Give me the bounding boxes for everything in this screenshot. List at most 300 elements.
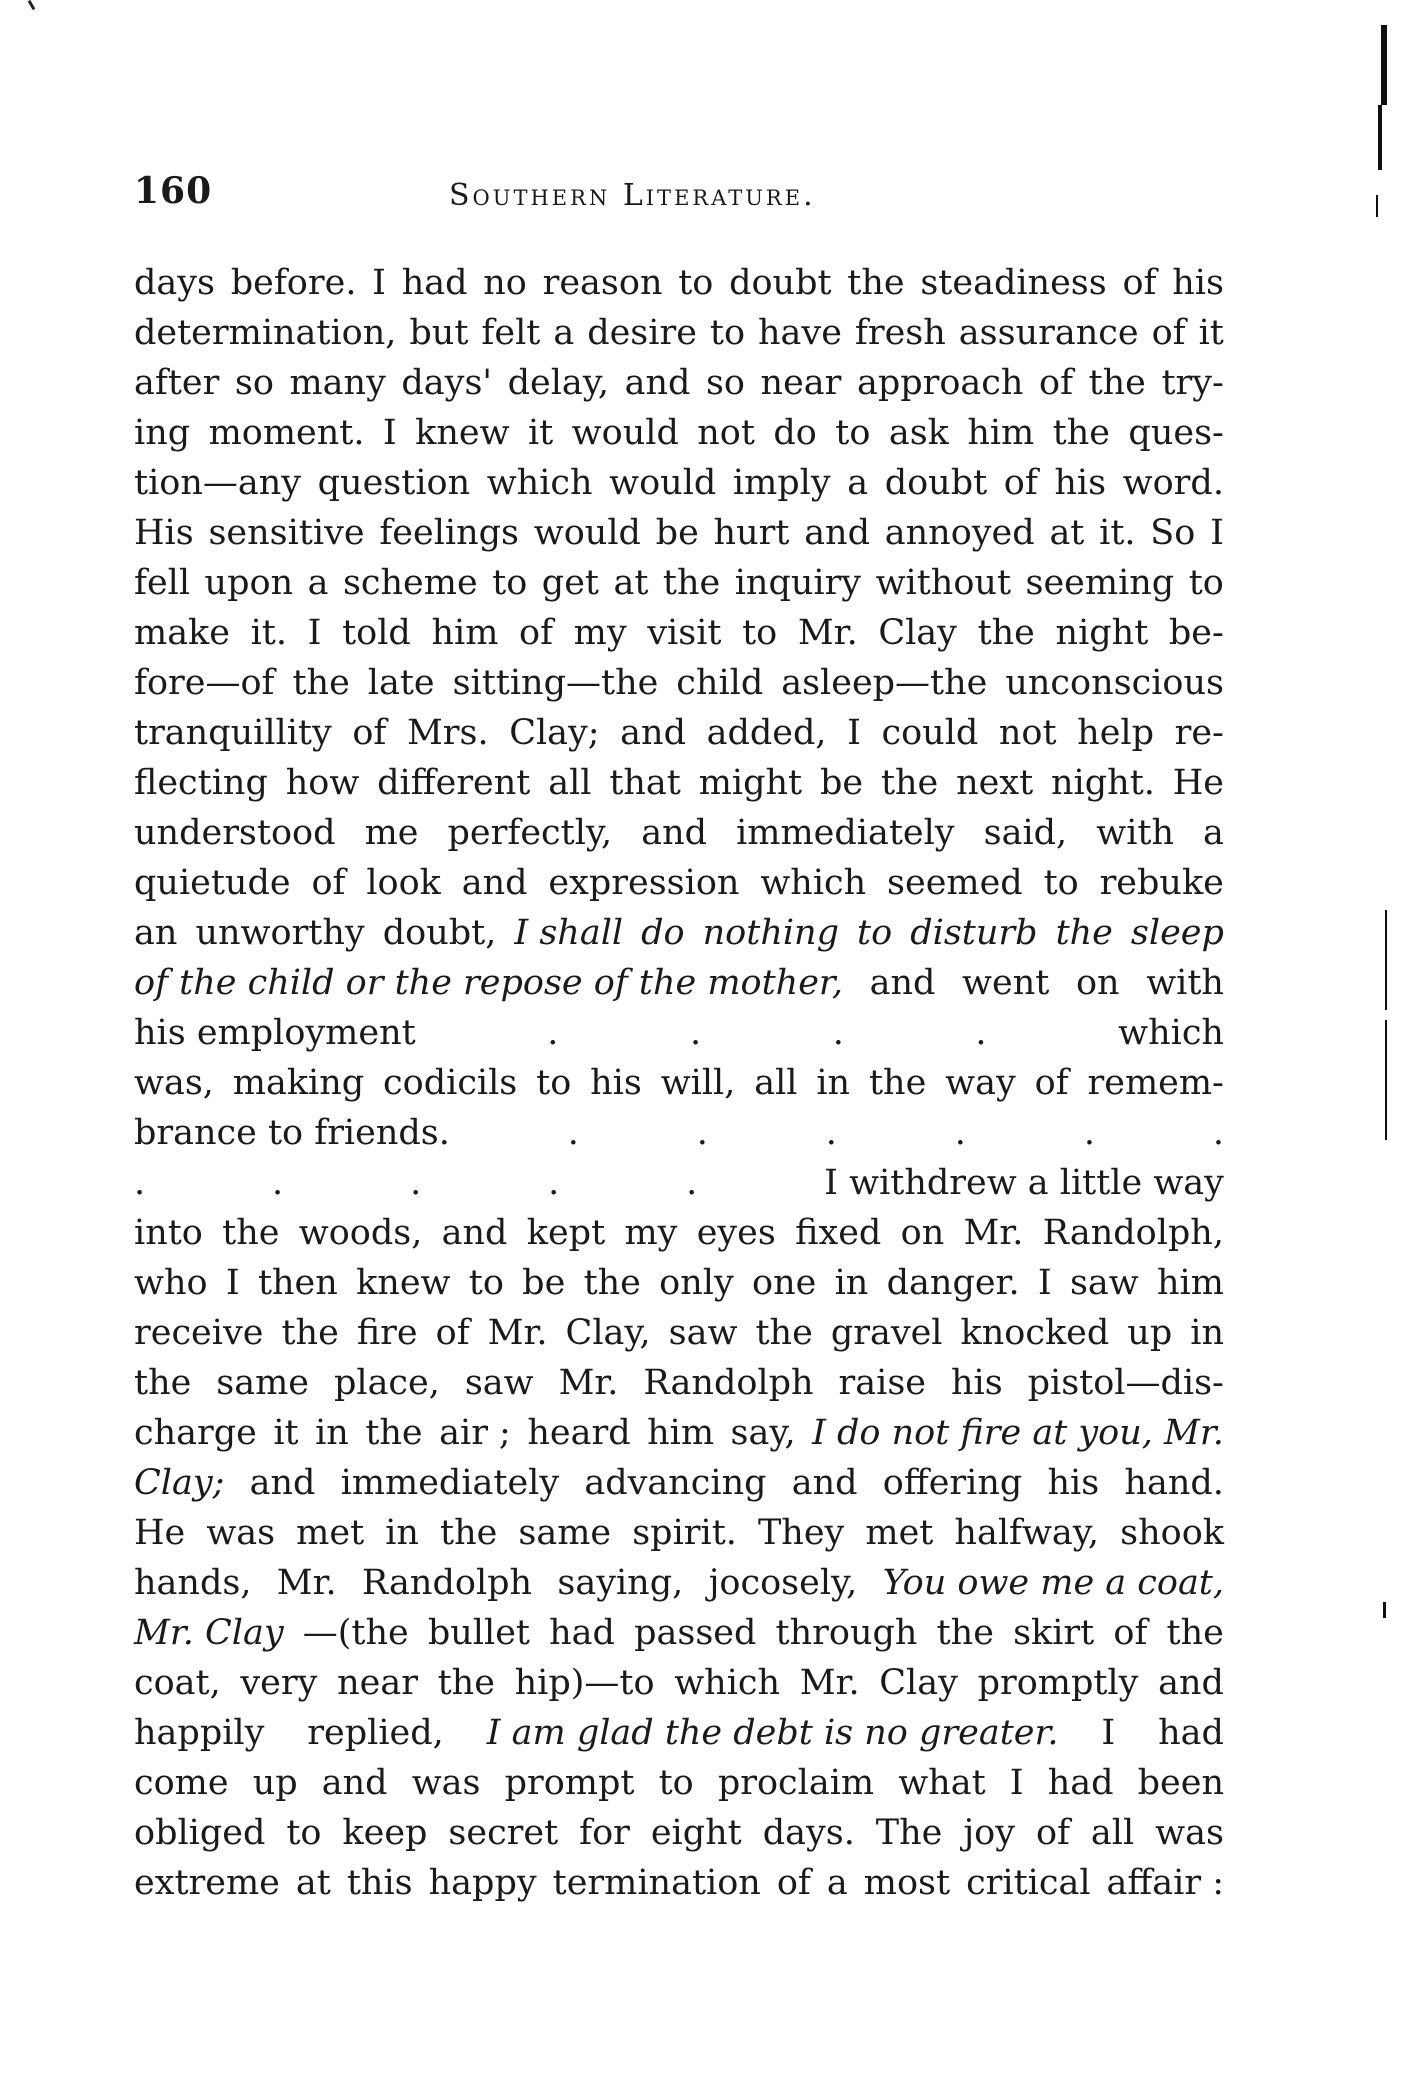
word: in bbox=[385, 1513, 419, 1553]
word: to bbox=[1043, 863, 1079, 903]
word: the bbox=[134, 1363, 192, 1403]
text-line bbox=[134, 408, 1224, 458]
word: assurance bbox=[958, 313, 1139, 353]
word: and bbox=[1158, 1663, 1224, 1703]
word: You owe me a coat, bbox=[882, 1563, 1224, 1603]
word: late bbox=[367, 663, 435, 703]
word: visit bbox=[647, 613, 722, 653]
word: near bbox=[760, 363, 842, 403]
word: night bbox=[1055, 613, 1149, 653]
word: the bbox=[1088, 363, 1146, 403]
margin-line-mid bbox=[1385, 910, 1387, 1010]
word: saw bbox=[668, 1313, 738, 1353]
word: and bbox=[620, 713, 686, 753]
word: up bbox=[252, 1763, 298, 1803]
word: night. bbox=[1051, 763, 1155, 803]
word: immediately bbox=[340, 1463, 560, 1503]
text-line bbox=[134, 1008, 1224, 1058]
ellipsis-dot: . bbox=[410, 1163, 422, 1203]
word: He bbox=[134, 1513, 186, 1553]
word: might bbox=[698, 763, 803, 803]
word: the bbox=[437, 1663, 495, 1703]
word: for bbox=[579, 1813, 630, 1853]
word: of bbox=[1039, 363, 1074, 403]
word: Clay bbox=[879, 1663, 958, 1703]
text-line bbox=[134, 1858, 1224, 1908]
word: of bbox=[1034, 1063, 1069, 1103]
word: be bbox=[522, 1263, 566, 1303]
word: to bbox=[742, 613, 778, 653]
word: the bbox=[281, 1313, 339, 1353]
word: I bbox=[1037, 1263, 1052, 1303]
word: which bbox=[674, 1663, 781, 1703]
word: feelings bbox=[379, 513, 519, 553]
word: I bbox=[1009, 1763, 1024, 1803]
word: offering bbox=[882, 1463, 1023, 1503]
text-line bbox=[134, 1058, 1224, 1108]
word: was bbox=[206, 1513, 276, 1553]
text-line bbox=[134, 1508, 1224, 1558]
word: brance to friends. bbox=[134, 1113, 450, 1153]
text-line bbox=[134, 858, 1224, 908]
word: eight bbox=[650, 1813, 742, 1853]
word: before. bbox=[230, 263, 357, 303]
word: extreme bbox=[134, 1863, 280, 1903]
word: a bbox=[847, 463, 869, 503]
word: help bbox=[1077, 713, 1155, 753]
word: heard bbox=[527, 1413, 631, 1453]
word: only bbox=[659, 1263, 734, 1303]
word: of bbox=[435, 1313, 470, 1353]
word: to bbox=[835, 413, 871, 453]
word: with bbox=[1146, 963, 1224, 1003]
word: doubt, bbox=[382, 913, 497, 953]
word: an bbox=[134, 913, 178, 953]
word: joy bbox=[963, 1813, 1016, 1853]
word: my bbox=[573, 613, 627, 653]
word: in bbox=[1190, 1313, 1224, 1353]
word: days. bbox=[762, 1813, 855, 1853]
word: doubt bbox=[884, 463, 988, 503]
word: raise bbox=[838, 1363, 926, 1403]
ellipsis-dot: . bbox=[832, 1013, 844, 1053]
word: was bbox=[411, 1763, 481, 1803]
word: of bbox=[1035, 1813, 1070, 1853]
ellipsis-dot: . bbox=[825, 1113, 837, 1153]
text-line bbox=[134, 508, 1224, 558]
text-line bbox=[134, 1308, 1224, 1358]
word: the bbox=[1052, 413, 1110, 453]
ellipsis-dot: . bbox=[547, 1013, 559, 1053]
word: pistol—dis- bbox=[1027, 1363, 1224, 1403]
word: and bbox=[869, 963, 936, 1003]
word: the bbox=[755, 1313, 813, 1353]
word: saw bbox=[1069, 1263, 1139, 1303]
word: the bbox=[880, 763, 939, 803]
word: fresh bbox=[854, 313, 946, 353]
word: sensitive bbox=[208, 513, 365, 553]
word: reason bbox=[542, 263, 663, 303]
word: word. bbox=[1122, 463, 1224, 503]
word: of bbox=[776, 1863, 811, 1903]
text-line bbox=[134, 1708, 1224, 1758]
word: halfway, bbox=[954, 1513, 1100, 1553]
text-line bbox=[134, 1108, 1224, 1158]
text-line bbox=[134, 808, 1224, 858]
word: tion—any bbox=[134, 463, 302, 503]
word: unconscious bbox=[1005, 663, 1224, 703]
word: will, bbox=[660, 1063, 736, 1103]
margin-line-mid-2 bbox=[1385, 1020, 1387, 1140]
word: a bbox=[553, 313, 575, 353]
ellipsis-dot: . bbox=[975, 1013, 987, 1053]
word: passed bbox=[634, 1613, 757, 1653]
word: They bbox=[757, 1513, 845, 1553]
word: the bbox=[1055, 913, 1113, 953]
word: gravel bbox=[830, 1313, 943, 1353]
word: this bbox=[346, 1863, 413, 1903]
word: the bbox=[936, 1613, 994, 1653]
word: up bbox=[1127, 1313, 1173, 1353]
word: which bbox=[486, 463, 593, 503]
text-line bbox=[134, 658, 1224, 708]
text-line bbox=[134, 1258, 1224, 1308]
word: keep bbox=[342, 1813, 428, 1853]
word: and bbox=[461, 863, 528, 903]
word: on bbox=[900, 1213, 945, 1253]
word: seeming bbox=[1025, 563, 1175, 603]
word: next bbox=[956, 763, 1034, 803]
word: and bbox=[641, 813, 708, 853]
word: same bbox=[518, 1513, 612, 1553]
text-line bbox=[134, 358, 1224, 408]
word: receive bbox=[134, 1313, 264, 1353]
word: it. bbox=[250, 613, 287, 653]
word: say, bbox=[730, 1413, 796, 1453]
word: child bbox=[676, 663, 764, 703]
word: to bbox=[1188, 563, 1224, 603]
word: no bbox=[483, 263, 527, 303]
word: saw bbox=[464, 1363, 534, 1403]
text-line bbox=[134, 1608, 1224, 1658]
word: had bbox=[1158, 1713, 1224, 1753]
page-number: 160 bbox=[134, 170, 213, 212]
word: which bbox=[760, 863, 867, 903]
word: his bbox=[1172, 263, 1224, 303]
ellipsis-dot: . bbox=[1083, 1113, 1095, 1153]
word: I bbox=[307, 613, 322, 653]
word: all bbox=[1090, 1813, 1135, 1853]
word: of bbox=[1122, 263, 1157, 303]
word: the bbox=[222, 1213, 280, 1253]
word: Mr. bbox=[558, 1363, 619, 1403]
word: Mr. bbox=[487, 1313, 548, 1353]
word: making bbox=[232, 1063, 365, 1103]
word: told bbox=[342, 613, 411, 653]
word: immediately bbox=[736, 813, 955, 853]
word: him bbox=[1157, 1263, 1224, 1303]
word: was bbox=[1155, 1813, 1224, 1853]
word: had bbox=[401, 263, 468, 303]
word: He bbox=[1172, 763, 1224, 803]
word: of bbox=[1003, 463, 1038, 503]
margin-bar-top bbox=[1381, 25, 1387, 105]
word: so bbox=[234, 363, 274, 403]
word: delay, bbox=[507, 363, 610, 403]
word: try- bbox=[1161, 363, 1224, 403]
word: to bbox=[286, 1813, 322, 1853]
text-line bbox=[134, 258, 1224, 308]
word: So bbox=[1150, 513, 1196, 553]
word: at bbox=[1049, 513, 1085, 553]
word: ask bbox=[888, 413, 949, 453]
word: I bbox=[1210, 513, 1224, 553]
word: hands, bbox=[134, 1563, 252, 1603]
word: Clay; bbox=[509, 713, 600, 753]
word: knew bbox=[415, 413, 510, 453]
word: same bbox=[216, 1363, 310, 1403]
word: my bbox=[624, 1213, 678, 1253]
word: disturb bbox=[910, 913, 1038, 953]
word: happy bbox=[428, 1863, 537, 1903]
word: and bbox=[804, 513, 871, 553]
word: hurt bbox=[713, 513, 790, 553]
word: to bbox=[857, 913, 893, 953]
scan-mark bbox=[28, 0, 36, 10]
word: seemed bbox=[887, 863, 1023, 903]
word: and bbox=[249, 1463, 316, 1503]
word: do bbox=[641, 913, 685, 953]
word: went bbox=[962, 963, 1050, 1003]
word: I bbox=[847, 713, 861, 753]
text-line bbox=[134, 1358, 1224, 1408]
word: without bbox=[875, 563, 1012, 603]
word: said, bbox=[983, 813, 1068, 853]
word: days bbox=[134, 263, 216, 303]
word: approach bbox=[856, 363, 1024, 403]
word: could bbox=[881, 713, 979, 753]
word: the bbox=[1166, 1613, 1224, 1653]
word: was, bbox=[134, 1063, 214, 1103]
word: after bbox=[134, 363, 220, 403]
ellipsis-dot: . bbox=[1212, 1113, 1224, 1153]
word: on bbox=[1075, 963, 1120, 1003]
word: felt bbox=[481, 313, 541, 353]
text-line bbox=[134, 708, 1224, 758]
ellipsis-dot: . bbox=[696, 1113, 708, 1153]
word: met bbox=[865, 1513, 934, 1553]
word: his bbox=[1054, 463, 1107, 503]
word: and bbox=[321, 1763, 388, 1803]
word: in bbox=[834, 1263, 869, 1303]
word: hand. bbox=[1124, 1463, 1224, 1503]
word: of bbox=[352, 713, 387, 753]
word: be bbox=[655, 513, 699, 553]
word: Mr. Clay bbox=[134, 1613, 284, 1653]
word: desire bbox=[587, 313, 697, 353]
word: I do not fire at you, Mr. bbox=[812, 1413, 1224, 1453]
word: be bbox=[819, 763, 864, 803]
word: upon bbox=[204, 563, 294, 603]
word: to bbox=[658, 1763, 694, 1803]
word: asleep—the bbox=[781, 663, 988, 703]
word: it bbox=[273, 1413, 299, 1453]
word: at bbox=[295, 1863, 331, 1903]
word: of the child or the repose of the mother, bbox=[134, 963, 843, 1003]
word: I am glad the debt is no greater. bbox=[486, 1713, 1059, 1753]
word: critical bbox=[966, 1863, 1091, 1903]
word: termination bbox=[552, 1863, 761, 1903]
word: codicils bbox=[383, 1063, 518, 1103]
word: proclaim bbox=[717, 1763, 875, 1803]
word: would bbox=[571, 413, 679, 453]
text-line bbox=[134, 1758, 1224, 1808]
word: tranquillity bbox=[134, 713, 332, 753]
word: prompt bbox=[504, 1763, 635, 1803]
word: of bbox=[1113, 1613, 1148, 1653]
word: the bbox=[662, 563, 721, 603]
word: at bbox=[613, 563, 649, 603]
word: eyes bbox=[696, 1213, 776, 1253]
word: air ; bbox=[439, 1413, 511, 1453]
word: which bbox=[1118, 1013, 1224, 1053]
word: of bbox=[311, 863, 346, 903]
word: jocosely, bbox=[708, 1563, 858, 1603]
word: —(the bbox=[302, 1613, 409, 1653]
word: moment. bbox=[208, 413, 365, 453]
word: affair : bbox=[1106, 1863, 1224, 1903]
word: way bbox=[945, 1063, 1016, 1103]
body-text bbox=[134, 258, 1224, 1908]
word: most bbox=[863, 1863, 951, 1903]
word: advancing bbox=[584, 1463, 767, 1503]
word: I bbox=[225, 1263, 240, 1303]
word: Mr. bbox=[799, 1663, 860, 1703]
word: Mr. bbox=[963, 1213, 1024, 1253]
word: but bbox=[409, 313, 469, 353]
word: of bbox=[1151, 313, 1186, 353]
word: a bbox=[826, 1863, 848, 1903]
word: it. bbox=[1099, 513, 1136, 553]
word: saying, bbox=[557, 1563, 684, 1603]
word: nothing bbox=[702, 913, 840, 953]
word: what bbox=[898, 1763, 986, 1803]
ellipsis-dot: . bbox=[686, 1163, 698, 1203]
word: I shall bbox=[514, 913, 624, 953]
word: then bbox=[257, 1263, 338, 1303]
word: remem- bbox=[1087, 1063, 1224, 1103]
word: Randolph bbox=[361, 1563, 533, 1603]
word: charge bbox=[134, 1413, 257, 1453]
word: spirit. bbox=[632, 1513, 737, 1553]
word: Mrs. bbox=[406, 713, 489, 753]
word: and bbox=[441, 1213, 508, 1253]
word: into bbox=[134, 1213, 203, 1253]
word: Mr. bbox=[797, 613, 858, 653]
word: I bbox=[382, 413, 397, 453]
text-line bbox=[134, 958, 1224, 1008]
word: in bbox=[816, 1063, 851, 1103]
word: coat, bbox=[134, 1663, 221, 1703]
running-head: Southern Literature. bbox=[449, 178, 816, 213]
text-line bbox=[134, 1158, 1224, 1208]
word: and bbox=[791, 1463, 858, 1503]
word: so bbox=[705, 363, 745, 403]
word: to bbox=[536, 1063, 572, 1103]
word: not bbox=[998, 713, 1057, 753]
word: question bbox=[317, 463, 471, 503]
word: happily bbox=[134, 1713, 265, 1753]
text-line bbox=[134, 1808, 1224, 1858]
word: to bbox=[468, 1263, 504, 1303]
word: annoyed bbox=[884, 513, 1035, 553]
word: the bbox=[847, 263, 905, 303]
margin-tick-low bbox=[1383, 1602, 1386, 1618]
word: quietude bbox=[134, 863, 291, 903]
word: determination, bbox=[134, 313, 397, 353]
word: replied, bbox=[307, 1713, 444, 1753]
word: skirt bbox=[1013, 1613, 1095, 1653]
word: doubt bbox=[729, 263, 832, 303]
word: the bbox=[292, 663, 350, 703]
ellipsis-dot: . bbox=[134, 1163, 146, 1203]
word: that bbox=[609, 763, 681, 803]
word: His bbox=[134, 513, 194, 553]
word: secret bbox=[448, 1813, 559, 1853]
word: promptly bbox=[977, 1663, 1139, 1703]
word: with bbox=[1096, 813, 1174, 853]
word: kept bbox=[526, 1213, 606, 1253]
word: Clay, bbox=[565, 1313, 651, 1353]
word: steadiness bbox=[920, 263, 1107, 303]
word: many bbox=[289, 363, 386, 403]
word: scheme bbox=[342, 563, 478, 603]
word: The bbox=[875, 1813, 943, 1853]
word: shook bbox=[1120, 1513, 1224, 1553]
word: fire bbox=[356, 1313, 418, 1353]
word: I bbox=[372, 263, 386, 303]
text-line bbox=[134, 458, 1224, 508]
word: it bbox=[527, 413, 554, 453]
word: expression bbox=[548, 863, 740, 903]
word: been bbox=[1137, 1763, 1224, 1803]
word: met bbox=[296, 1513, 365, 1553]
word: had bbox=[549, 1613, 615, 1653]
word: fell bbox=[134, 563, 191, 603]
word: his bbox=[590, 1063, 642, 1103]
text-line bbox=[134, 1658, 1224, 1708]
word: flecting bbox=[134, 763, 268, 803]
word: a bbox=[1203, 813, 1224, 853]
word: his employment bbox=[134, 1013, 416, 1053]
word: not bbox=[697, 413, 755, 453]
word: I bbox=[1101, 1713, 1116, 1753]
word: to bbox=[678, 263, 714, 303]
word: inquiry bbox=[734, 563, 862, 603]
word: the bbox=[977, 613, 1035, 653]
word: Randolph bbox=[643, 1363, 814, 1403]
word: one bbox=[752, 1263, 817, 1303]
text-line bbox=[134, 1558, 1224, 1608]
word: danger. bbox=[886, 1263, 1020, 1303]
word: all bbox=[754, 1063, 798, 1103]
word: very bbox=[240, 1663, 318, 1703]
word: would bbox=[533, 513, 641, 553]
word: be- bbox=[1168, 613, 1224, 653]
word: the bbox=[583, 1263, 641, 1303]
text-line bbox=[134, 608, 1224, 658]
word: me bbox=[364, 813, 419, 853]
